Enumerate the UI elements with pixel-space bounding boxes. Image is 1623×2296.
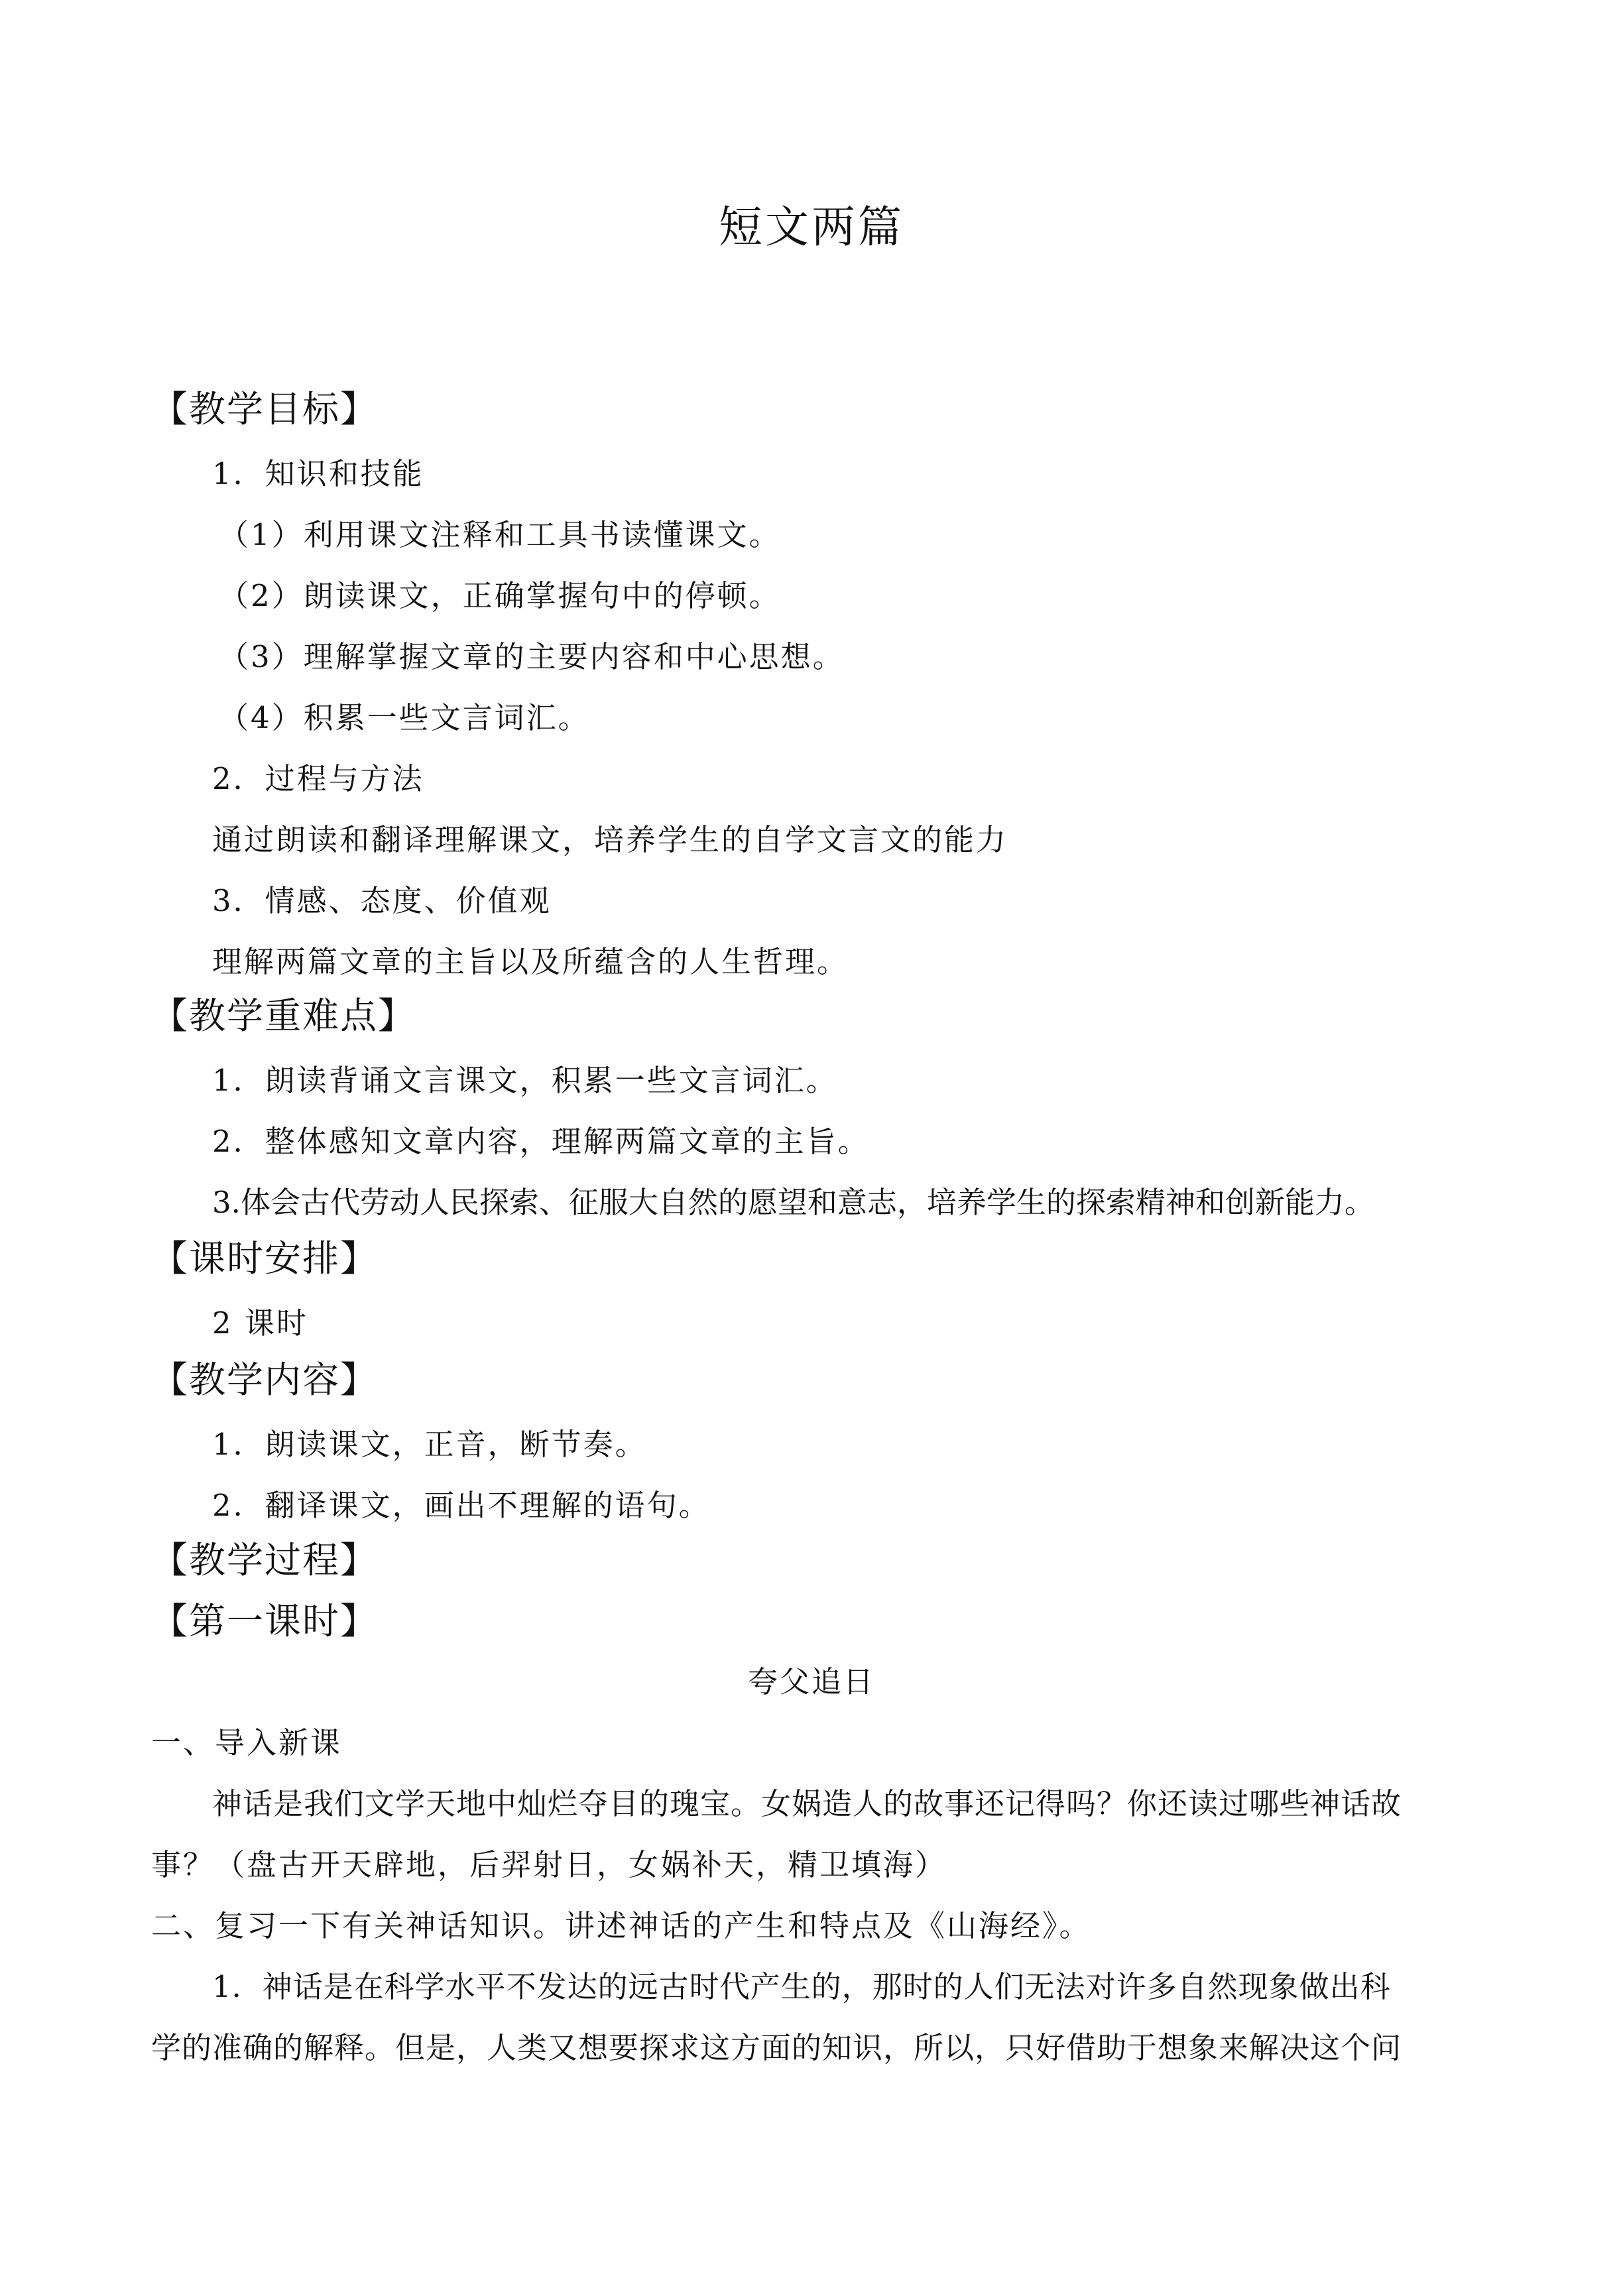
step1-paragraph-line-1: 神话是我们文学天地中灿烂夺目的瑰宝。女娲造人的故事还记得吗？你还读过哪些神话故 [212,1786,1402,1821]
content-heading: 【教学内容】 [151,1359,379,1401]
objectives-heading: 【教学目标】 [151,388,379,430]
step1-paragraph-line-2: 事？（盘古开天辟地，后羿射日，女娲补天，精卫填海） [151,1847,947,1882]
process-heading: 【教学过程】 [151,1539,379,1581]
step1-heading: 一、导入新课 [151,1725,343,1760]
lesson1-subtitle: 夸父追日 [747,1664,875,1699]
key-point-item-2: 2．整体感知文章内容，理解两篇文章的主旨。 [212,1124,870,1159]
schedule-heading: 【课时安排】 [151,1237,379,1280]
objective-item-3: 3．情感、态度、价值观 [212,883,552,918]
key-point-item-1: 1．朗读背诵文言课文，积累一些文言词汇。 [212,1063,838,1098]
step2-paragraph-line-1: 1．神话是在科学水平不发达的远古时代产生的，那时的人们无法对许多自然现象做出科 [212,1969,1391,2004]
objective-item-3-text: 理解两篇文章的主旨以及所蕴含的人生哲理。 [212,944,849,979]
key-points-heading: 【教学重难点】 [151,995,416,1037]
step2-paragraph-line-2: 学的准确的解释。但是，人类又想要探求这方面的知识，所以，只好借助于想象来解决这个问 [151,2030,1402,2065]
lesson1-heading: 【第一课时】 [151,1600,379,1642]
objective-item-1-1: （1）利用课文注释和工具书读懂课文。 [219,517,781,552]
objective-item-1-3: （3）理解掌握文章的主要内容和中心思想。 [219,639,845,674]
content-item-2: 2．翻译课文，画出不理解的语句。 [212,1488,711,1523]
schedule-text: 2 课时 [212,1305,308,1341]
document-title: 短文两篇 [719,202,904,253]
objective-item-2: 2．过程与方法 [212,761,424,796]
objective-item-1: 1．知识和技能 [212,456,424,491]
content-item-1: 1．朗读课文，正音，断节奏。 [212,1427,647,1462]
objective-item-1-2: （2）朗读课文，正确掌握句中的停顿。 [219,578,781,613]
step2-heading: 二、复习一下有关神话知识。讲述神话的产生和特点及《山海经》。 [151,1908,1091,1943]
key-point-item-3: 3.体会古代劳动人民探索、征服大自然的愿望和意志，培养学生的探索精神和创新能力。 [212,1185,1374,1220]
objective-item-1-4: （4）积累一些文言词汇。 [219,700,590,735]
objective-item-2-text: 通过朗读和翻译理解课文，培养学生的自学文言文的能力 [212,822,1008,857]
